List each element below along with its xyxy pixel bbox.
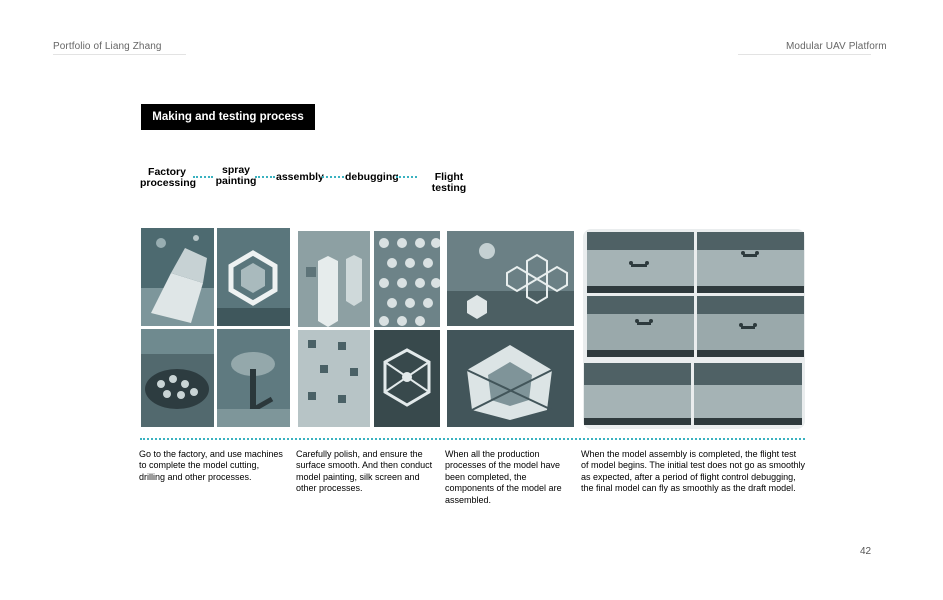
photo-silk-screen-plate (374, 330, 440, 427)
header-left: Portfolio of Liang Zhang (53, 41, 162, 52)
header-left-rule (53, 54, 186, 55)
step-label: spray painting (215, 164, 257, 187)
step-connector (396, 176, 417, 178)
photo-component-layout (447, 231, 574, 326)
step-connector (255, 176, 275, 178)
photo-pyramid-pattern (374, 231, 440, 327)
step-label: Flight testing (431, 171, 467, 194)
caption-flight-test: When the model assembly is completed, the flight test of model begins. The initial test does not go as smoothly as expected, after a period of flight control debugging, the final model can fly as smoothly as the draft model. (581, 449, 805, 494)
header-right-rule (738, 54, 871, 55)
header-right: Modular UAV Platform (786, 41, 887, 52)
video-frame (697, 296, 804, 357)
video-frame (697, 232, 804, 293)
caption-factory: Go to the factory, and use machines to complete the model cutting, drilling and other processes. (139, 449, 283, 482)
video-frame (587, 232, 694, 293)
step-label: Factory processing (140, 166, 197, 189)
photo-machine-arm (217, 329, 290, 427)
photo-drilled-panel (141, 329, 214, 427)
photo-assembled-model (447, 330, 574, 427)
photo-polished-parts (298, 231, 370, 327)
step-assembly (276, 171, 324, 183)
page-number: 42 (860, 546, 872, 557)
video-frame (694, 363, 802, 425)
video-frame (587, 296, 694, 357)
step-connector (193, 176, 213, 178)
video-frame (584, 363, 691, 425)
step-label: debugging (345, 171, 399, 183)
photo-cutting-block (141, 228, 214, 326)
step-label: assembly (276, 171, 324, 183)
dotted-separator (140, 438, 805, 440)
photo-painted-board (298, 330, 370, 427)
step-factory-processing (140, 166, 197, 189)
caption-painting: Carefully polish, and ensure the surface smooth. And then conduct model painting, silk screen and other processes. (296, 449, 433, 494)
section-title: Making and testing process (141, 104, 315, 130)
photo-hexagon-frame (217, 228, 290, 326)
caption-assembly: When all the production processes of the model have been completed, the components of the model are assembled. (445, 449, 562, 505)
step-spray-painting (214, 165, 258, 187)
step-flight-testing (418, 172, 480, 194)
step-debugging (345, 171, 399, 183)
step-connector (322, 176, 344, 178)
